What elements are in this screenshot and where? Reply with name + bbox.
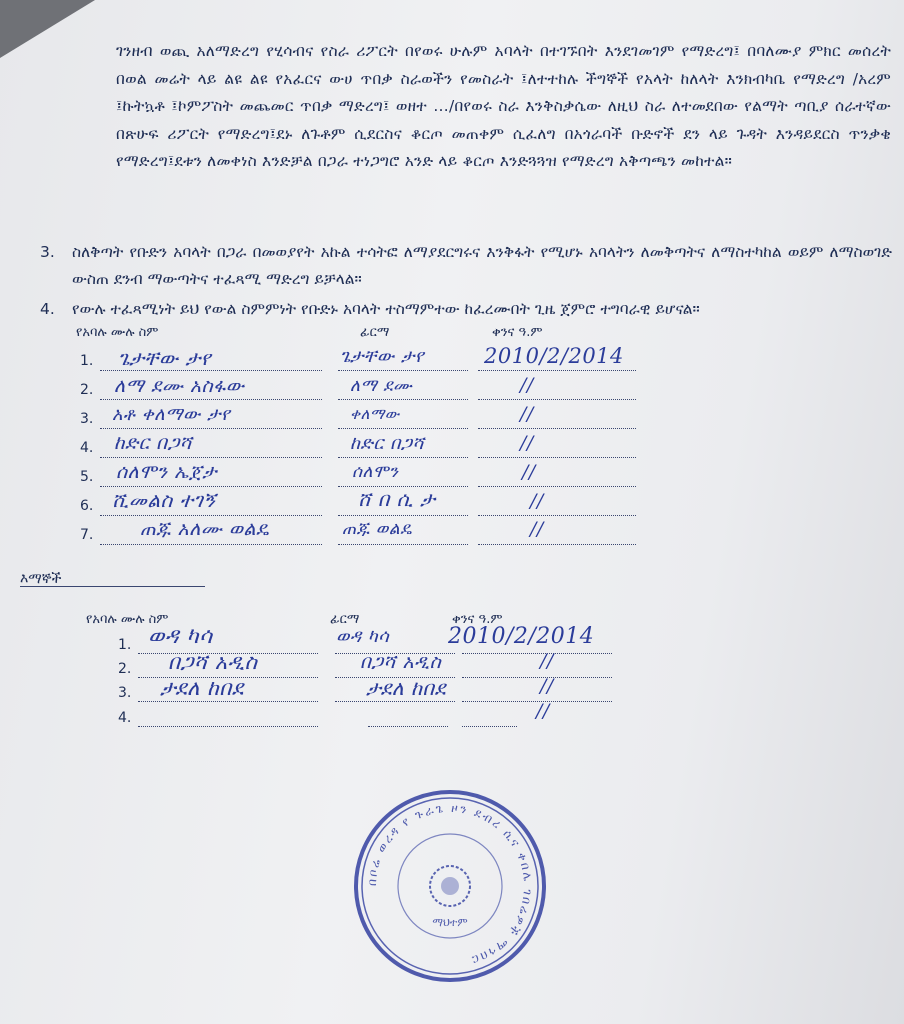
member-name: ሰለሞን ኤጀታ bbox=[116, 461, 217, 483]
row-number: 4. bbox=[80, 440, 94, 456]
witness-signature: ታደለ ከበደ bbox=[366, 676, 446, 700]
row-number: 4. bbox=[118, 710, 132, 726]
member-signature: ጠጁ ወልዴ bbox=[342, 519, 413, 539]
witnesses-title-underline bbox=[20, 586, 205, 587]
witness-date: // bbox=[540, 650, 554, 672]
witness-name: በጋሻ አዲስ bbox=[168, 650, 258, 674]
row-number: 6. bbox=[80, 498, 94, 514]
member-name: ሺመልስ ተገኝ bbox=[112, 488, 216, 512]
signature-line bbox=[338, 370, 468, 371]
header-name: የአባሉ ሙሉ ስም bbox=[86, 612, 169, 627]
witness-date: 2010/2/2014 bbox=[448, 624, 595, 649]
name-line bbox=[100, 399, 322, 400]
clause-text: ስለቅጣት የቡድን አባላት በጋራ በመወያየት አኩል ተሳትፎ ለማያደርግሩና እንቅፋት የሚሆኑ አባላትን ለመቅጣትና ለማስተካከል ወይም ለማስወገድ ውስጠ ደንብ ማውጣትና ተፈጻሚ ማድረግ ይቻላል። bbox=[72, 243, 892, 288]
row-number: 3. bbox=[118, 685, 132, 701]
folded-corner bbox=[0, 0, 95, 58]
header-signature: ፊርማ bbox=[360, 325, 390, 340]
witness-date: // bbox=[536, 700, 550, 722]
date-line bbox=[478, 544, 636, 545]
date-line bbox=[462, 726, 517, 727]
member-date: 2010/2/2014 bbox=[484, 344, 624, 368]
witness-date: // bbox=[540, 675, 554, 697]
date-line bbox=[478, 457, 636, 458]
member-signature: ሸ በ ሲ ታ bbox=[358, 487, 436, 511]
witness-name: ታደለ ከበደ bbox=[160, 676, 244, 700]
member-signature: ሰለሞን bbox=[352, 462, 399, 482]
member-signature: ቀለማው bbox=[350, 405, 400, 423]
official-seal-stamp bbox=[350, 786, 550, 986]
date-line bbox=[478, 428, 636, 429]
row-number: 7. bbox=[80, 527, 94, 543]
name-line bbox=[100, 428, 322, 429]
row-number: 5. bbox=[80, 469, 94, 485]
signature-line bbox=[338, 515, 468, 516]
date-line bbox=[462, 653, 612, 654]
signature-line bbox=[338, 399, 468, 400]
member-signature: ከድር በጋሻ bbox=[350, 433, 425, 454]
date-line bbox=[478, 399, 636, 400]
row-number: 3. bbox=[80, 411, 94, 427]
name-line bbox=[100, 370, 322, 371]
witnesses-title: እማኞች bbox=[20, 571, 62, 587]
clause-text: የውሉ ተፈጻሚነት ይህ የውል ስምምነት የቡድኑ አባላት ተስማምተው ከፈረሙበት ጊዜ ጀምሮ ተግባራዊ ይሆናል። bbox=[72, 300, 700, 318]
row-number: 1. bbox=[80, 353, 94, 369]
witness-signature: በጋሻ አዲስ bbox=[360, 651, 442, 673]
seal-inner-text: ማህተም bbox=[432, 916, 468, 929]
signature-line bbox=[368, 726, 448, 727]
date-line bbox=[478, 370, 636, 371]
signature-line bbox=[338, 544, 468, 545]
name-line bbox=[100, 486, 322, 487]
member-date: // bbox=[520, 403, 534, 425]
clause-number: 3. bbox=[40, 243, 55, 261]
signature-line bbox=[338, 457, 468, 458]
member-signature: ጌታቸው ታየ bbox=[340, 346, 425, 367]
header-date: ቀንና ዓ.ም bbox=[492, 325, 543, 340]
member-name: ጠጁ አለሙ ወልዴ bbox=[140, 518, 270, 540]
member-signature: ለማ ደሙ bbox=[350, 376, 413, 396]
name-line bbox=[100, 515, 322, 516]
header-date: ቀንና ዓ.ም bbox=[452, 612, 503, 627]
name-line bbox=[100, 457, 322, 458]
witness-signature: ወዳ ካሳ bbox=[336, 626, 390, 647]
row-number: 1. bbox=[118, 637, 132, 653]
signature-line bbox=[338, 428, 468, 429]
member-date: // bbox=[520, 432, 534, 454]
member-name: ጌታቸው ታየ bbox=[118, 346, 212, 370]
date-line bbox=[462, 677, 612, 678]
row-number: 2. bbox=[80, 382, 94, 398]
member-date: // bbox=[530, 518, 544, 540]
member-name: አቶ ቀለማው ታየ bbox=[112, 404, 231, 425]
clause-number: 4. bbox=[40, 300, 55, 318]
member-date: // bbox=[522, 461, 536, 483]
name-line bbox=[138, 701, 318, 702]
member-name: ከድር በጋሻ bbox=[114, 432, 193, 454]
row-number: 2. bbox=[118, 661, 132, 677]
member-date: // bbox=[530, 490, 544, 512]
header-signature: ፊርማ bbox=[330, 612, 360, 627]
member-date: // bbox=[520, 374, 534, 396]
date-line bbox=[478, 515, 636, 516]
name-line bbox=[100, 544, 322, 545]
date-line bbox=[478, 486, 636, 487]
seal-outer-text: በቦሬ ወረዳ የ ጉራጌ ዞን ደብረ ሲና ቀበሌ ገበሬዎች ማኅበር bbox=[364, 800, 536, 968]
witness-name: ወዳ ካሳ bbox=[148, 624, 213, 649]
agreement-paragraph: ገንዘብ ወጪ አለማድረግ የሂሳብና የስራ ሪፖርት በየወሩ ሁሉም አባላት በተገኙበት እንደገመገም የማድረግ፤ በባለሙያ ምክር መሰረት በወል መሬት ላይ ልዩ ልዩ የአፈርና ውሀ ጥበቃ ስራወችን የመስራት ፤ለተተከሉ ችግኞች የአላት ከለላት እንክብካቤ የማድረግ /አረም ፤ኩትኳቶ ፤ኮምፖስት መጨመር ጥበቃ ማድረግ፤ ወዘተ …/በየወሩ ስራ እንቅስቃሴው ለዚህ ስራ ለተመደበው የልማት ጣቢያ ሰራተኛው በጽሁፍ ሪፖርት የማድረግ፤ደኑ ለጉቶም ሲደርስና ቆርጦ መጠቀም ሲፈለግ በአጎራባች ቡድኖች ደን ላይ ጉዳት እንዳይደርስ ጥንቃቄ የማድረግ፤ደቱን ለመቀነስ እንድቻል በጋራ ተነጋግሮ አንድ ላይ ቆርጦ እንድጓጓዝ የማድረግ አቅጣጫን መከተል። bbox=[116, 42, 891, 170]
member-name: ለማ ደሙ አስፋው bbox=[114, 375, 245, 397]
signature-line bbox=[335, 701, 455, 702]
header-name: የአባሉ ሙሉ ስም bbox=[76, 325, 159, 340]
name-line bbox=[138, 726, 318, 727]
